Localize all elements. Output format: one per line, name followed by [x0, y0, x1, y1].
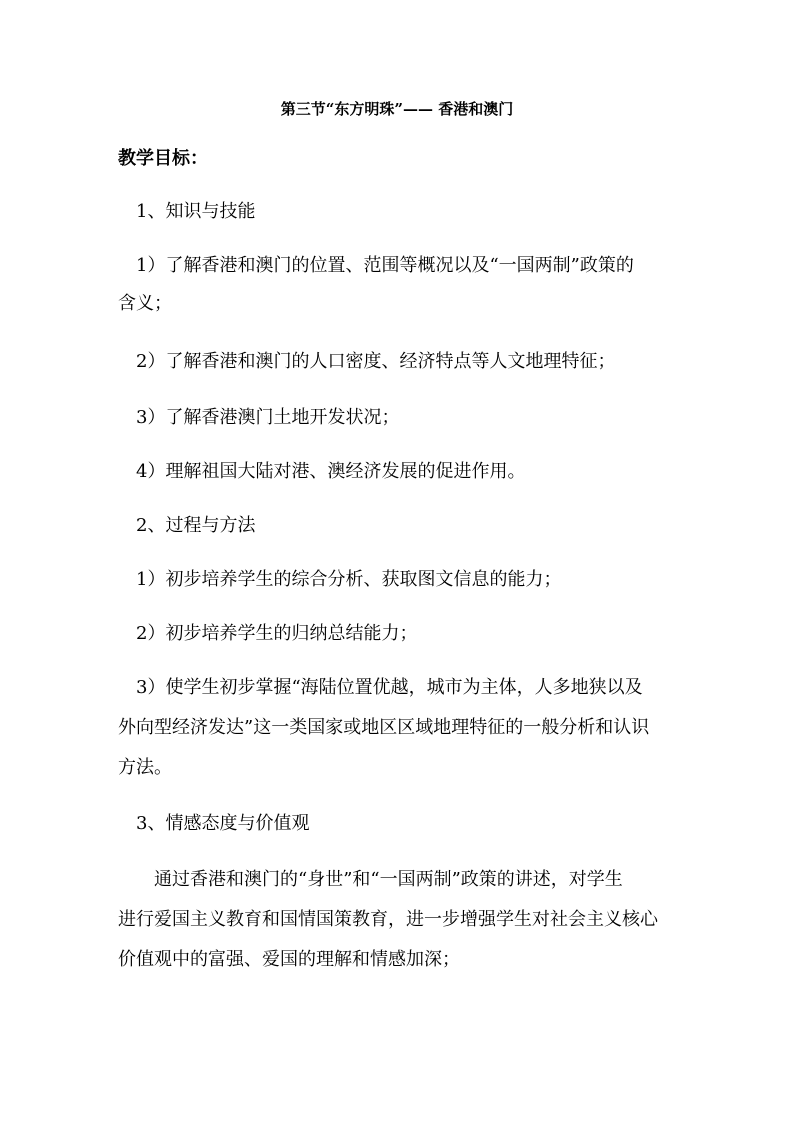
text-line: 含义； [118, 293, 172, 314]
subsection-process-methods: 2、过程与方法 [136, 515, 256, 536]
document-title: 第三节“东方明珠”—— 香港和澳门 [280, 100, 514, 118]
text-line: 1）了解香港和澳门的位置、范围等概况以及“一国两制”政策的 [136, 255, 634, 276]
subsection-knowledge-skills: 1、知识与技能 [136, 201, 256, 222]
text-line: 方法。 [118, 757, 172, 778]
text-line: 3）使学生初步掌握“海陆位置优越，城市为主体，人多地狭以及 [136, 677, 643, 698]
text-line: 2）初步培养学生的归纳总结能力； [136, 623, 418, 644]
subsection-emotions-values: 3、情感态度与价值观 [136, 813, 310, 834]
text-line: 进行爱国主义教育和国情国策教育，进一步增强学生对社会主义核心 [118, 909, 658, 930]
text-line: 外向型经济发达”这一类国家或地区区域地理特征的一般分析和认识 [118, 717, 650, 738]
section-heading: 教学目标： [118, 148, 208, 169]
text-line: 3）了解香港澳门土地开发状况； [136, 407, 400, 428]
text-line: 2）了解香港和澳门的人口密度、经济特点等人文地理特征； [136, 351, 616, 372]
text-line: 1）初步培养学生的综合分析、获取图文信息的能力； [136, 569, 562, 590]
text-line: 4）理解祖国大陆对港、澳经济发展的促进作用。 [136, 461, 526, 482]
text-line: 价值观中的富强、爱国的理解和情感加深； [118, 949, 460, 970]
text-line: 通过香港和澳门的“身世”和“一国两制”政策的讲述，对学生 [154, 869, 623, 890]
